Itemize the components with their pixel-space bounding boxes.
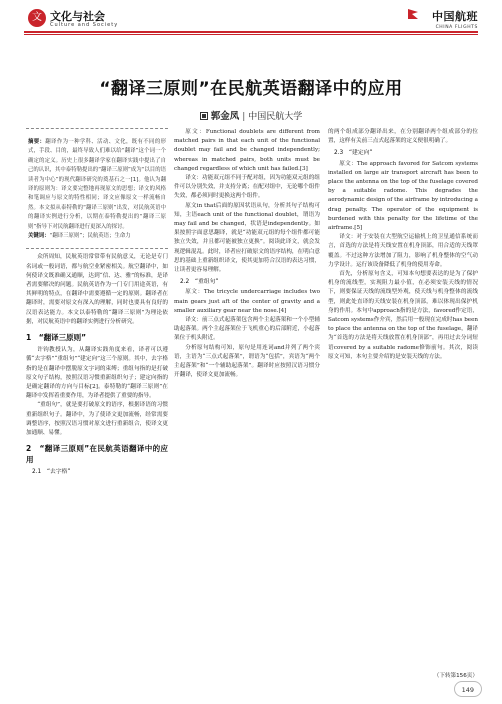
paragraph: 许钧教授认为，从翻译实践角度来看，译者可以遵循“去字格”“重组句”“建定向”这三个原则。其中，去字格指的是在翻译中摆脱原文字词的束缚；重组句指的是打破原文句子结构，按照汉语习惯重新组织句子；建定向指的是确定翻译的方向与目标[2]。泰特勒的“翻译三原则”在翻译中发挥着重要作用，为译者提供了重要的指导。 [26, 347, 168, 400]
paragraph: 众所周知，民航英语常常带有民航意义，无论是专门名词或一般词语，都与航空业紧密相关。航空翻译中，如何使译文既准确又通顺，达到“信、达、雅”的标准，是译者需要解决的问题。民航英语作为一门专门用途英语，有其鲜明的特点，在翻译中需要遵循一定的原则。翻译者在翻译时，需要对原文有深入的理解，同时也要具有良好的汉语表达能力。本文以泰特勒的“翻译三原则”为理论依据，对民航英语中的翻译实例进行分析研究。 [26, 254, 168, 325]
paragraph: 原文in that后面的原因状语从句，分析其句子结构可知，主语each unit of the functional doublet，谓语为may fail and be changed，状语是independently。如果按照字面意思翻译，就是“功能双元组的每个组件都可能独立失效，并且都可能被独立更换”。阅读此译文，就会发现逻辑混乱。此时，译者应打破原文的语序结构，在明白意思的基础上重新组织译文，使其更加符合汉语的表达习惯，让读者更容易理解。 [174, 202, 320, 274]
author-affiliation: 中国民航大学 [248, 112, 303, 122]
abstract-text: 翻译作为一种学科、活动、文化，既有不同的形式，手段、目的，最终导致人们难以给“翻译”这个词一个确定的定义。历史上很多翻译学家在翻译实践中提出了自己的认识，其中泰特勒提出的“翻译三原则”成为“以目的语读者为中心”的现代翻译研究的奠基石之一[1]。他认为翻译的原则为：译文要完整地再现原文的思想；译文的风格和笔调应与原文的特性相同；译文应像原文一样流畅自然。本文拟从泰特勒的“翻译三原则”出发，对民航英语中的翻译实例进行分析，以期在泰特勒提出的“翻译三原则”指导下对民航翻译进行更深入的探讨。 [28, 139, 166, 230]
author-line [0, 108, 502, 122]
continued-note: （下转第156页） [433, 673, 478, 679]
header-divider-thin [24, 34, 478, 35]
paragraph: 原文：Functional doublets are different from matched pairs in that each unit of the functional doublet may fail and be changed independently; whereas in matched pairs, both units must be changed regardless of which unit has failed.[3] [174, 129, 320, 172]
paragraph: 的两个组成部分翻译出来，在分别翻译两个组成部分的位置，这样有关前三点式起落架的定义便很明确了。 [328, 129, 478, 145]
paragraph: 译文：对于安装在大型航空运输机上的卫星通信系统而言，首选的方法是将天线安置在机身顶部，用合适的天线罩覆盖。不过这种方法增加了阻力，影响了机身整体的空气动力学设计。运行该设备降低了机身的使用寿命。 [328, 234, 478, 268]
subsection-heading: 2.2 “重组句” [180, 279, 219, 286]
paragraph: 译文：功能双元组不同于配对组，因为功能双元组的组件可以分别失效，并支持分离；在配对组中，无论哪个组件失效，都必须同时更换这两个组件。 [174, 175, 320, 200]
paragraph: “重组句”，就是要打破原文的语序，根据译语的习惯重新组织句子。翻译中，为了使译文更加流畅，经常需要调整语序，按照汉语习惯对原文进行重新组合，使译文更加通顺、易懂。 [26, 402, 168, 436]
page-header [0, 0, 502, 44]
author-icon [200, 112, 208, 120]
section-heading: 1 “翻译三原则” [26, 333, 87, 343]
abstract-box [26, 128, 168, 249]
column-right [328, 128, 478, 362]
journal-name-en: CHINA FLIGHTS [435, 25, 478, 30]
article-title: “翻译三原则”在民航英语翻译中的应用 [99, 79, 403, 99]
page-number: 149 [461, 686, 474, 694]
journal-flag-icon [408, 9, 418, 19]
section-logo-icon: 文 [28, 9, 46, 27]
paragraph: 分析原句结构可知，原句是用连词and并列了两个宾语，主语为“三点式起落架”，谓语为“包括”，宾语为“两个主起落架”和“一个辅助起落架”。翻译时应按照汉语习惯分开翻译，使译文更加流畅。 [174, 344, 320, 379]
paragraph: 首先，分析原句含义，可知本句想要表达的是为了保护机身的流线型，实现阻力最小值，在必须安装天线的情况下，则要保证天线的流线型外观，使天线与机身整体的流线型，则此处直译的天线安装在机身顶部，难以体现出保护机身的作用。本句中approach指的是方法，favored作定语，Satcom systems作介宾，然后用一般现在完成时has been to place the antenna on the top of the fuselage，翻译为“首选的方法是将天线放置在机身顶部”，再用过去分词短语covered by a suitable radome修饰前句。其次，阅读原文可知，本句主要介绍的是安装天线的方法。 [328, 271, 478, 360]
subsection-heading: 2.3 “建定向” [334, 150, 373, 157]
author-separator: | [242, 112, 246, 122]
journal-name: 中国航班 [432, 10, 478, 23]
section-name-en: Culture and Society [50, 22, 119, 28]
section-heading: 2 “翻译三原则”在民航英语翻译中的应用 [26, 444, 168, 465]
header-divider [24, 31, 478, 33]
author-name: 郭金凤 [210, 111, 240, 122]
paragraph: 译文：前三点式起落架包含两个主起落架和一个小型辅助起落架。两个主起落架位于飞机重心的后部附近，小起落架位于机头附近。 [174, 317, 320, 342]
keywords-text: “翻译三原则”；民航英语；生命力 [49, 233, 131, 240]
subsection-heading: 2.1 “去字格” [32, 469, 71, 476]
abstract-label: 摘要： [28, 139, 46, 145]
journal-logo [432, 8, 478, 30]
column-middle [174, 128, 320, 380]
paragraph: 原文：The approach favored for Satcom systems installed on large air transport aircraft has been to place the antenna on the top of the fuselage covered by a suitable radome. This degrades the aerodynamic design of the airframe by introducing a drag penalty. The operator of the equipment is burdened with this penalty for the lifetime of the airframe.[5] [328, 160, 478, 232]
paragraph: 原文：The tricycle undercarriage includes two main gears just aft of the center of gravity and a smaller auxiliary gear near the nose.[4] [174, 289, 320, 314]
section-name: 文化与社会 [50, 10, 105, 23]
column-left [26, 128, 168, 478]
keywords-label: 关键词： [28, 233, 50, 240]
